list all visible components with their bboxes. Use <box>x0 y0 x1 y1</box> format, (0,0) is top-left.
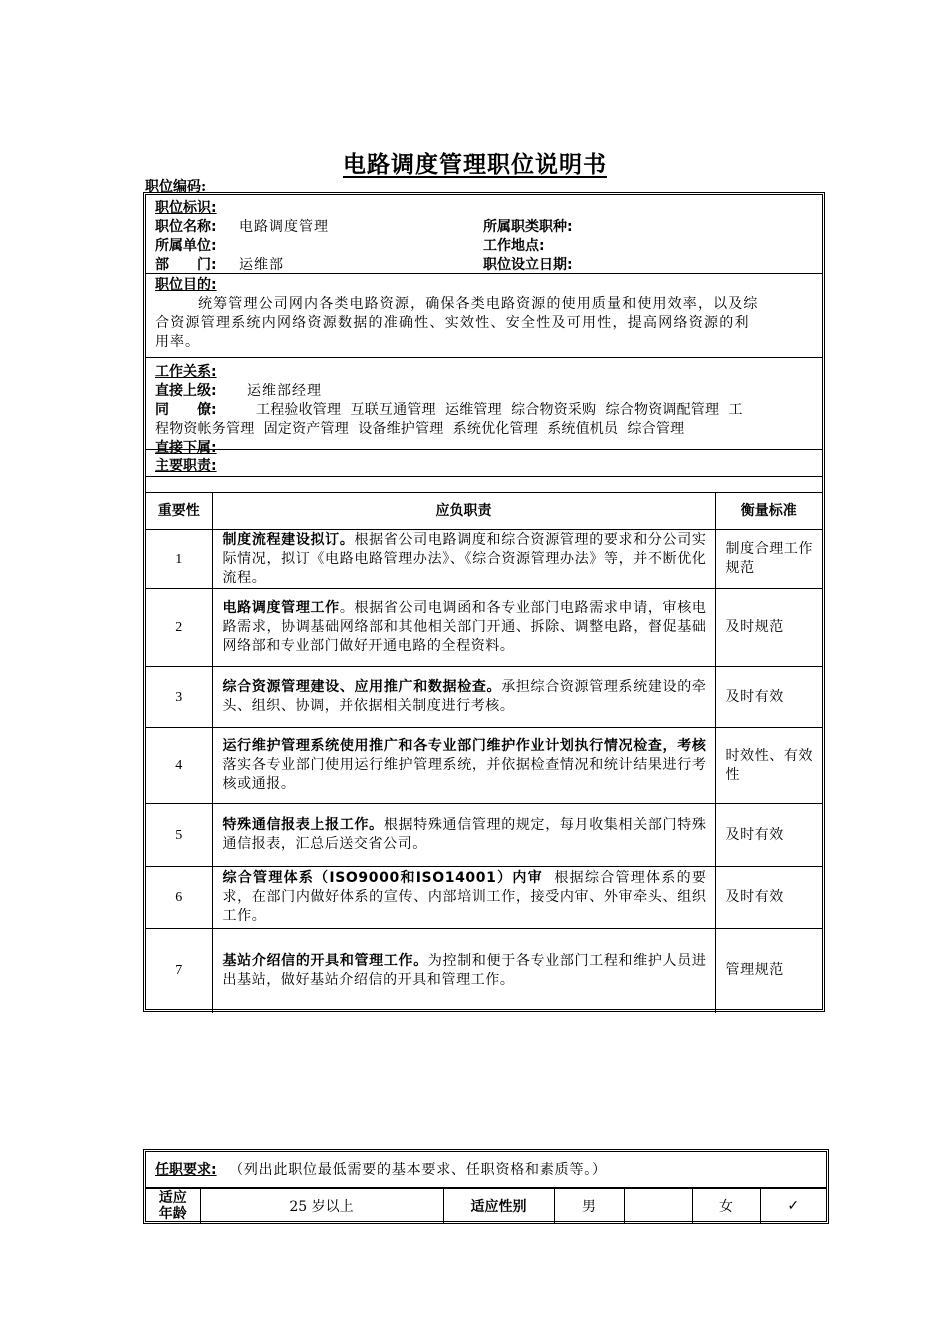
age-label: 适应 年龄 <box>146 1189 200 1224</box>
purpose-text-line-3: 用率。 <box>155 334 200 350</box>
peer-line-2: 程物资帐务管理 固定资产管理 设备维护管理 系统优化管理 系统值机员 综合管理 <box>155 421 685 437</box>
superior-label: 直接上级: <box>155 383 217 399</box>
position-code-label: 职位编码: <box>145 179 207 195</box>
duty-table-header <box>146 493 822 530</box>
male-check-cell <box>624 1189 692 1224</box>
table-row <box>146 804 822 867</box>
col-standard: 衡量标准 <box>715 493 822 530</box>
divider <box>146 476 822 477</box>
duty-description: 制度流程建设拟订。根据省公司电路调度和综合资源管理的要求和分公司实际情况，拟订《电路电路管理办法》、《综合资源管理办法》等，并不断优化流程。 <box>212 530 715 589</box>
female-option: 女 <box>692 1189 760 1224</box>
subordinate-label: 直接下属: <box>155 440 217 456</box>
requirements-row <box>155 1161 607 1180</box>
purpose-heading: 职位目的: <box>155 277 217 293</box>
job-description-box <box>143 192 825 1012</box>
requirements-box <box>143 1149 829 1224</box>
purpose-section <box>146 274 822 358</box>
duty-number: 5 <box>146 804 212 867</box>
requirements-note: （列出此职位最低需要的基本要求、任职资格和素质等。） <box>229 1162 607 1178</box>
peer-line-1: 工程验收管理 互联互通管理 运维管理 综合物资采购 综合物资调配管理 工 <box>256 402 743 418</box>
male-option: 男 <box>554 1189 624 1224</box>
superior-value: 运维部经理 <box>247 383 322 399</box>
category-label: 所属职类职种: <box>483 219 573 235</box>
duty-number: 1 <box>146 530 212 589</box>
table-row <box>146 929 822 1013</box>
check-icon: ✓ <box>760 1189 826 1224</box>
purpose-text-line-1: 统筹管理公司网内各类电路资源，确保各类电路资源的使用质量和使用效率，以及综 <box>198 296 759 312</box>
duty-number: 4 <box>146 728 212 804</box>
relations-heading: 工作关系: <box>155 364 217 380</box>
relations-section <box>146 358 822 456</box>
gender-label: 适应性别 <box>443 1189 554 1224</box>
duties-heading: 主要职责: <box>155 458 217 474</box>
position-name-value: 电路调度管理 <box>239 219 329 235</box>
duty-number: 2 <box>146 589 212 667</box>
divider <box>146 449 822 450</box>
duty-standard: 时效性、有效性 <box>715 728 822 804</box>
duty-number: 6 <box>146 867 212 929</box>
duty-standard: 管理规范 <box>715 929 822 1013</box>
requirements-table <box>146 1188 826 1223</box>
duty-standard: 及时有效 <box>715 804 822 867</box>
unit-label: 所属单位: <box>155 238 217 254</box>
duty-standard: 及时有效 <box>715 667 822 728</box>
established-date-label: 职位设立日期: <box>483 257 573 273</box>
duty-number: 7 <box>146 929 212 1013</box>
identification-section <box>146 195 822 274</box>
position-name-label: 职位名称: <box>155 219 217 235</box>
dept-value: 运维部 <box>239 257 284 273</box>
duty-number: 3 <box>146 667 212 728</box>
duty-standard: 制度合理工作规范 <box>715 530 822 589</box>
location-label: 工作地点: <box>483 238 545 254</box>
table-row <box>146 728 822 804</box>
duty-standard: 及时有效 <box>715 867 822 929</box>
peer-label: 同 僚: <box>155 402 217 418</box>
table-row <box>146 867 822 929</box>
duty-description: 基站介绍信的开具和管理工作。为控制和便于各专业部门工程和维护人员进出基站，做好基站介绍信的开具和管理工作。 <box>212 929 715 1013</box>
table-row <box>146 530 822 589</box>
duty-table <box>146 492 822 1013</box>
duty-description: 运行维护管理系统使用推广和各专业部门维护作业计划执行情况检查，考核落实各专业部门使用运行维护管理系统，并依据检查情况和统计结果进行考核或通报。 <box>212 728 715 804</box>
identification-heading: 职位标识: <box>155 200 217 216</box>
dept-label: 部 门: <box>155 257 217 273</box>
duty-standard: 及时规范 <box>715 589 822 667</box>
col-duty: 应负职责 <box>212 493 715 530</box>
duty-description: 特殊通信报表上报工作。根据特殊通信管理的规定，每月收集相关部门特殊通信报表，汇总后送交省公司。 <box>212 804 715 867</box>
col-importance: 重要性 <box>146 493 212 530</box>
duty-description: 综合资源管理建设、应用推广和数据检查。承担综合资源管理系统建设的牵头、组织、协调，并依据相关制度进行考核。 <box>212 667 715 728</box>
requirements-heading: 任职要求: <box>155 1162 217 1178</box>
table-row <box>146 589 822 667</box>
table-row <box>146 667 822 728</box>
age-value: 25 岁以上 <box>200 1189 443 1224</box>
duty-description: 综合管理体系（ISO9000和ISO14001）内审 根据综合管理体系的要求，在部门内做好体系的宣传、内部培训工作，接受内审、外审牵头、组织工作。 <box>212 867 715 929</box>
purpose-text-line-2: 合资源管理系统内网络资源数据的准确性、实效性、安全性及可用性，提高网络资源的利 <box>155 315 750 331</box>
page-title: 电路调度管理职位说明书 <box>343 151 607 178</box>
duty-description: 电路调度管理工作。根据省公司电调函和各专业部门电路需求申请，审核电路需求，协调基础网络部和其他相关部门开通、拆除、调整电路，督促基础网络部和专业部门做好开通电路的全程资料。 <box>212 589 715 667</box>
